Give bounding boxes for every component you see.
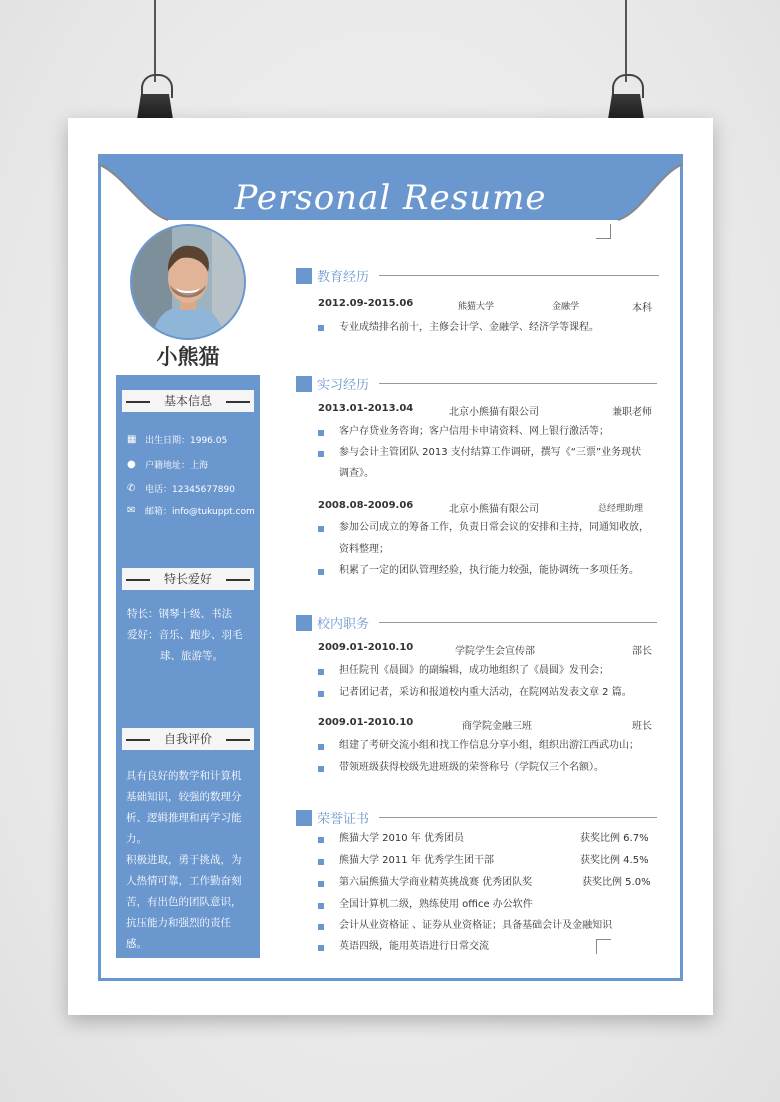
bullet-icon (318, 744, 324, 750)
corner-mark-bottom (596, 939, 611, 954)
job1-period: 2013.01-2013.04 (318, 403, 414, 414)
profile-photo (130, 224, 246, 340)
mail-icon: ✉ (127, 504, 136, 516)
job2-period: 2008.08-2009.06 (318, 500, 414, 511)
campus2-bullet-2: 带领班级获得校级先进班级的荣誉称号（学院仅三个名额）。 (339, 762, 604, 773)
self-line-6: 人热情可靠，工作勤奋刻 (126, 875, 242, 887)
info-phone-row (127, 482, 235, 495)
job1-bullet-2: 参与会计主管团队 2013 支付结算工作调研，撰写《“三票”业务现状 (339, 447, 642, 458)
education-heading (296, 266, 659, 285)
person-card-icon (296, 376, 312, 392)
info-email-row (127, 504, 255, 517)
edu-degree: 本科 (632, 303, 652, 314)
self-line-3: 析、逻辑推理和再学习能 (126, 812, 242, 824)
honor-6: 英语四级，能用英语进行日常交流 (339, 941, 489, 952)
leaf-icon (296, 268, 312, 284)
job1-role: 兼职老师 (612, 407, 652, 418)
person-name: 小熊猫 (156, 345, 220, 369)
hobby-line-2: 爱好：音乐、跑步、羽毛 (127, 629, 243, 641)
job2-bullet-2: 资料整理； (339, 544, 389, 555)
job2-role: 总经理助理 (598, 504, 644, 514)
self-line-9: 感。 (126, 938, 147, 950)
campus2-role: 班长 (632, 721, 652, 732)
education-heading-text: 教育经历 (317, 270, 370, 285)
education-divider (379, 275, 659, 276)
honor-3: 第六届熊猫大学商业精英挑战赛 优秀团队奖 (339, 877, 533, 888)
bullet-icon (318, 859, 324, 865)
job1-bullet-1: 客户存贷业务咨询；客户信用卡申请资料、网上银行激活等； (339, 426, 609, 437)
info-address-row (127, 458, 208, 471)
job2-bullet-1: 参加公司成立的筹备工作，负责日常会议的安排和主持，同通知收放， (339, 522, 649, 533)
internship-heading-text: 实习经历 (317, 378, 370, 393)
bullet-icon (318, 881, 324, 887)
house-icon (296, 615, 312, 631)
self-line-8: 抗压能力和强烈的责任 (126, 917, 231, 929)
phone-icon: ✆ (127, 482, 136, 494)
self-line-7: 苦，有出色的团队意识， (126, 896, 242, 908)
campus-divider (379, 622, 657, 623)
hanging-wire-left (154, 0, 156, 82)
bullet-icon (318, 924, 324, 930)
resume-title: Personal Resume (234, 178, 547, 218)
bullet-icon (318, 451, 324, 457)
job1-bullet-3: 调查》。 (339, 468, 374, 479)
basic-info-label: 基本信息 (122, 390, 254, 412)
bullet-icon (318, 526, 324, 532)
info-address: 户籍地址：上海 (145, 461, 209, 471)
campus1-bullet-1: 担任院刊《晨圆》的副编辑，成功地组织了《晨圆》发刊会； (339, 665, 609, 676)
internship-heading (296, 374, 657, 393)
job2-company: 北京小熊猫有限公司 (449, 504, 539, 515)
hobby-label: 特长爱好 (122, 568, 254, 590)
honor-4: 全国计算机二级，熟练使用 office 办公软件 (339, 899, 533, 910)
edu-major: 金融学 (552, 302, 580, 312)
campus1-org: 学院学生会宣传部 (455, 646, 535, 657)
honors-heading (296, 808, 657, 827)
info-birth: 出生日期：1996.05 (145, 436, 228, 446)
location-icon: ● (127, 458, 136, 470)
info-phone: 电话：12345677890 (145, 485, 235, 495)
info-email: 邮箱：info@tukuppt.com (145, 507, 255, 517)
campus-heading-text: 校内职务 (317, 617, 370, 632)
bullet-icon (318, 430, 324, 436)
self-line-1: 具有良好的数学和计算机 (126, 770, 242, 782)
campus2-org: 商学院金融三班 (462, 721, 532, 732)
honors-divider (379, 817, 657, 818)
edu-bullet-1: 专业成绩排名前十，主修会计学、金融学、经济学等课程。 (339, 322, 599, 333)
hanging-wire-right (625, 0, 627, 82)
hobby-line-1: 特长：钢琴十级、书法 (127, 608, 232, 620)
honors-heading-text: 荣誉证书 (317, 812, 370, 827)
job2-bullet-3: 积累了一定的团队管理经验，执行能力较强，能协调统一多项任务。 (339, 565, 639, 576)
campus-heading (296, 613, 657, 632)
self-line-2: 基础知识，较强的数理分 (126, 791, 242, 803)
certificate-icon (296, 810, 312, 826)
honor-5: 会计从业资格证 、证券从业资格证；具备基础会计及金融知识 (339, 920, 613, 931)
hobby-line-3: 球、旅游等。 (160, 650, 223, 662)
bullet-icon (318, 945, 324, 951)
job1-company: 北京小熊猫有限公司 (449, 407, 539, 418)
bullet-icon (318, 569, 324, 575)
honor-1-ratio: 获奖比例 6.7% (580, 833, 649, 844)
campus2-period: 2009.01-2010.10 (318, 717, 414, 728)
campus1-role: 部长 (632, 646, 652, 657)
info-birth-row (127, 433, 227, 446)
bullet-icon (318, 669, 324, 675)
calendar-icon: ▦ (127, 433, 137, 445)
self-line-5: 积极进取，勇于挑战，为 (126, 854, 242, 866)
edu-school: 熊猫大学 (458, 302, 495, 312)
self-eval-label: 自我评价 (122, 728, 254, 750)
edu-period: 2012.09-2015.06 (318, 298, 414, 309)
internship-divider (379, 383, 657, 384)
bullet-icon (318, 691, 324, 697)
honor-2-ratio: 获奖比例 4.5% (580, 855, 649, 866)
campus2-bullet-1: 组建了考研交流小组和找工作信息分享小组，组织出游江西武功山； (339, 740, 639, 751)
bullet-icon (318, 766, 324, 772)
honor-3-ratio: 获奖比例 5.0% (582, 877, 651, 888)
honor-1: 熊猫大学 2010 年 优秀团员 (339, 833, 464, 844)
bullet-icon (318, 837, 324, 843)
campus1-bullet-2: 记者团记者，采访和报道校内重大活动，在院网站发表文章 2 篇。 (339, 687, 632, 698)
bullet-icon (318, 325, 324, 331)
honor-2: 熊猫大学 2011 年 优秀学生团干部 (339, 855, 494, 866)
corner-mark-top (596, 224, 611, 239)
self-line-4: 力。 (126, 833, 147, 845)
bullet-icon (318, 903, 324, 909)
campus1-period: 2009.01-2010.10 (318, 642, 414, 653)
